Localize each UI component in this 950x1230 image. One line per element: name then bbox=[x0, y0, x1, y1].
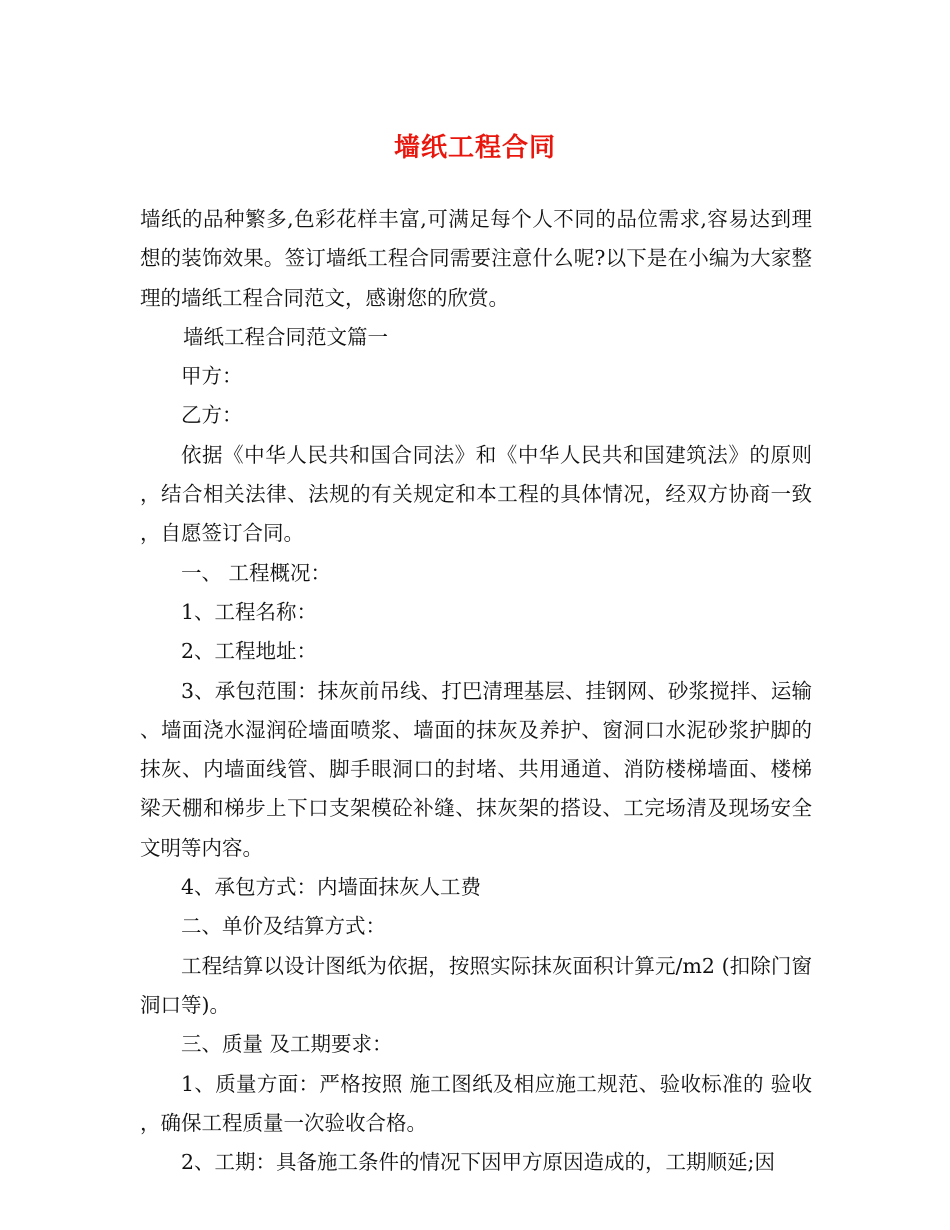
paragraph: 甲方： bbox=[181, 364, 243, 389]
paragraph: 墙纸工程合同范文篇一 bbox=[183, 324, 389, 349]
paragraph: 3、承包范围：抹灰前吊线、打巴清理基层、挂钢网、砂浆搅拌、运输、墙面浇水湿润砼墙面喷浆、墙面的抹灰及养护、窗洞口水泥砂浆护脚的抹灰、内墙面线管、脚手眼洞口的封堵、共用通道、消防楼梯墙面、楼梯梁天棚和梯步上下口支架模砼补缝、抹灰架的搭设、工完场清及现场安全文明等内容。 bbox=[140, 678, 812, 860]
paragraph: 工程结算以设计图纸为依据，按照实际抹灰面积计算元/m2 (扣除门窗洞口等)。 bbox=[140, 953, 812, 1017]
paragraph: 乙方： bbox=[181, 403, 243, 428]
paragraph: 2、工期：具备施工条件的情况下因甲方原因造成的，工期顺延;因 bbox=[181, 1150, 775, 1175]
paragraph: 1、质量方面：严格按照 施工图纸及相应施工规范、验收标准的 验收，确保工程质量一次验收合格。 bbox=[140, 1071, 812, 1135]
paragraph: 墙纸的品种繁多,色彩花样丰富,可满足每个人不同的品位需求,容易达到理想的装饰效果。签订墙纸工程合同需要注意什么呢?以下是在小编为大家整理的墙纸工程合同范文，感谢您的欣赏。 bbox=[140, 207, 812, 310]
document-body bbox=[140, 200, 812, 1182]
paragraph: 2、工程地址： bbox=[181, 639, 318, 664]
document-title: 墙纸工程合同 bbox=[393, 133, 556, 163]
paragraph: 1、工程名称： bbox=[181, 599, 318, 624]
paragraph: 二、单价及结算方式： bbox=[181, 914, 386, 939]
paragraph: 三、质量 及工期要求： bbox=[181, 1032, 393, 1057]
paragraph: 4、承包方式：内墙面抹灰人工费 bbox=[181, 875, 482, 900]
paragraph: 一、 工程概况： bbox=[181, 560, 332, 585]
paragraph: 依据《中华人民共和国合同法》和《中华人民共和国建筑法》的原则，结合相关法律、法规的有关规定和本工程的具体情况，经双方协商一致，自愿签订合同。 bbox=[140, 442, 812, 546]
